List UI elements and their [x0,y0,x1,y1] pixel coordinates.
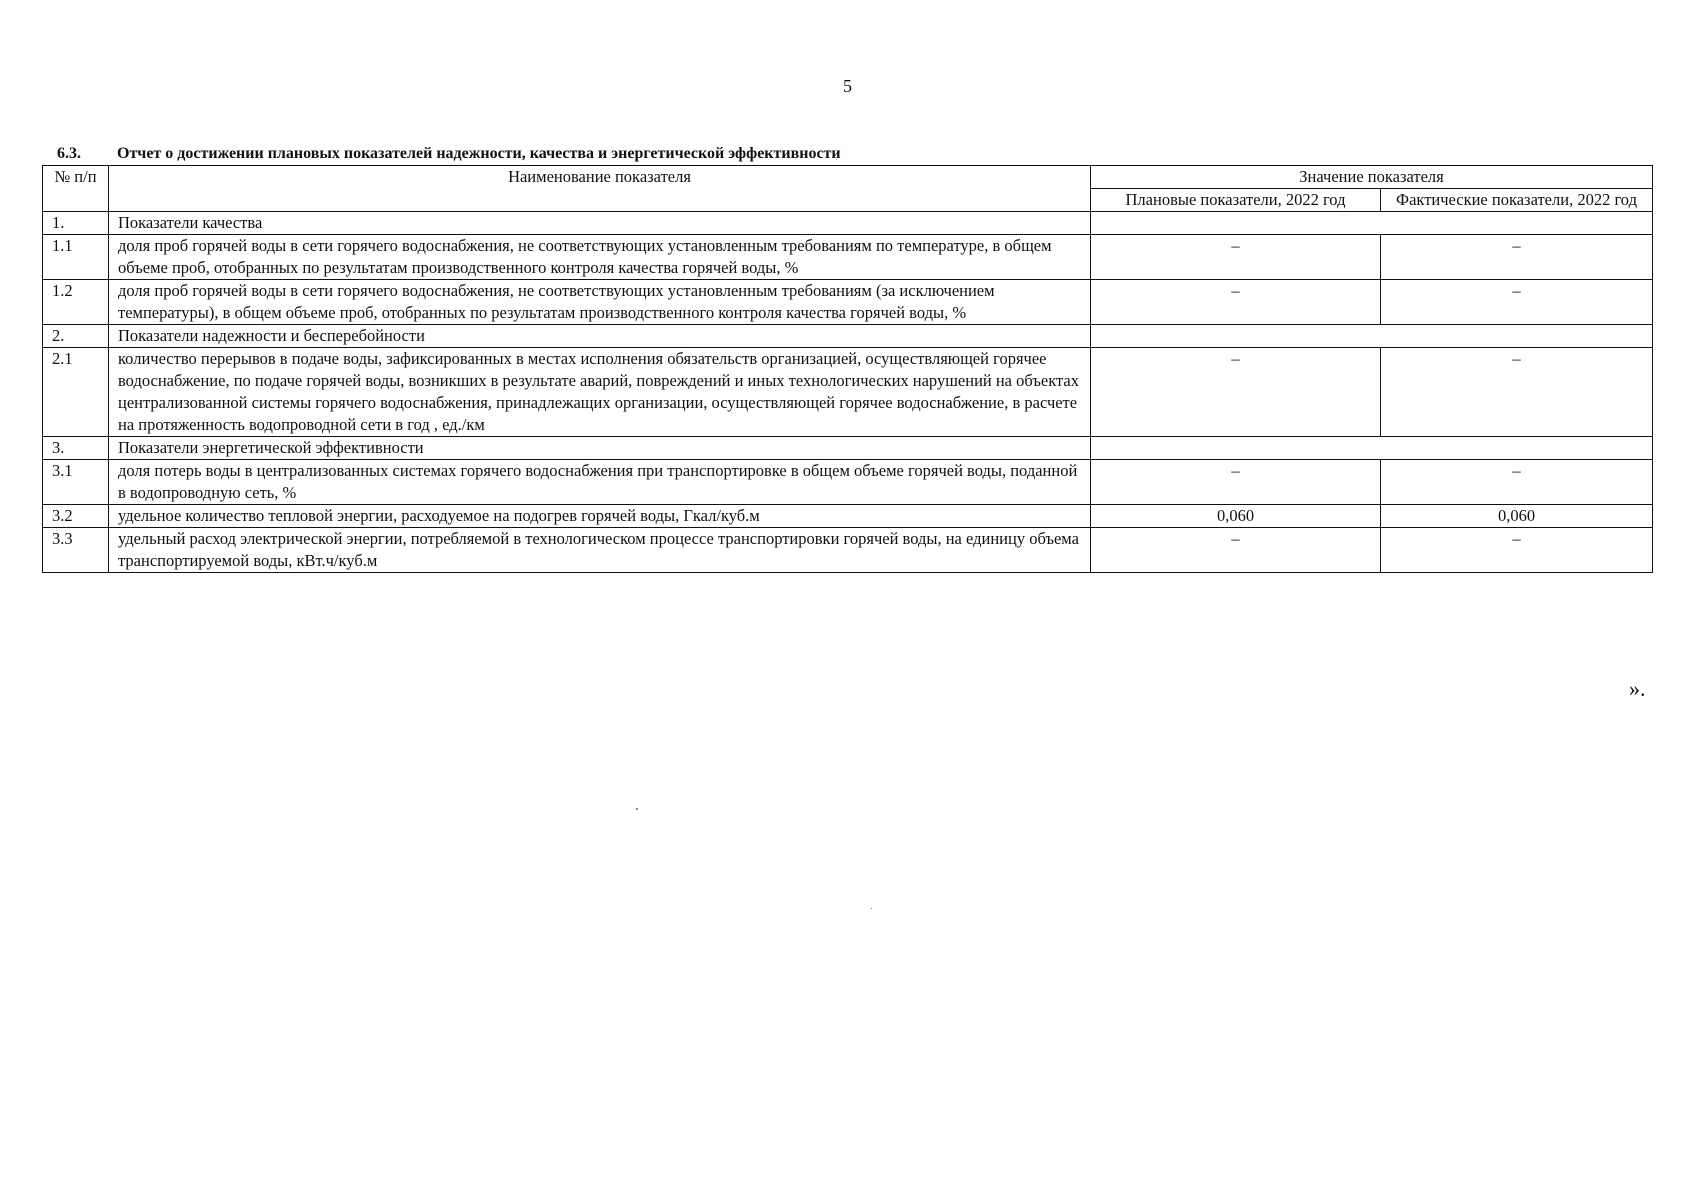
section-number: 6.3. [57,145,81,162]
header-num: № п/п [43,166,109,212]
section-title: Отчет о достижении плановых показателей надежности, качества и энергетической эффективности [117,145,841,162]
row-fact: – [1381,460,1653,505]
row-plan: – [1091,280,1381,325]
row-value-empty [1091,325,1653,348]
table-row [43,528,1653,573]
table-row [43,212,1653,235]
row-name: количество перерывов в подаче воды, зафиксированных в местах исполнения обязательств организацией, осуществляющей горячее водоснабжение, по подаче горячей воды, возникших в результате аварий, повреждений и иных технологических нарушений на объектах централизованной системы горячего водоснабжения, принадлежащих организации, осуществляющей горячее водоснабжение, в расчете на протяженность водопроводной сети в год , ед./км [109,348,1091,437]
section-heading [57,145,841,163]
row-num: 3.1 [43,460,109,505]
row-plan: 0,060 [1091,505,1381,528]
page-number: 5 [843,76,852,96]
row-name: удельное количество тепловой энергии, расходуемое на подогрев горячей воды, Гкал/куб.м [109,505,1091,528]
row-num: 1.1 [43,235,109,280]
row-name: доля проб горячей воды в сети горячего водоснабжения, не соответствующих установленным требованиям (за исключением температуры), в общем объеме проб, отобранных по результатам производственного контроля качества горячей воды, % [109,280,1091,325]
row-name: удельный расход электрической энергии, потребляемой в технологическом процессе транспортировки горячей воды, на единицу объема транспортируемой воды, кВт.ч/куб.м [109,528,1091,573]
row-fact: – [1381,235,1653,280]
row-name: доля потерь воды в централизованных системах горячего водоснабжения при транспортировке в общем объеме горячей воды, поданной в водопроводную сеть, % [109,460,1091,505]
row-num: 1.2 [43,280,109,325]
row-fact: 0,060 [1381,505,1653,528]
row-value-empty [1091,212,1653,235]
scan-speck [871,908,872,909]
header-fact: Фактические показатели, 2022 год [1381,189,1653,212]
row-plan: – [1091,460,1381,505]
row-value-empty [1091,437,1653,460]
row-plan: – [1091,348,1381,437]
table-row [43,460,1653,505]
table-row [43,325,1653,348]
row-name: Показатели энергетической эффективности [109,437,1091,460]
row-num: 2.1 [43,348,109,437]
row-num: 3.2 [43,505,109,528]
row-num: 2. [43,325,109,348]
table-row [43,280,1653,325]
table-row [43,437,1653,460]
row-fact: – [1381,528,1653,573]
row-fact: – [1381,280,1653,325]
table-row [43,348,1653,437]
scan-speck [636,808,638,810]
row-num: 3.3 [43,528,109,573]
row-name: Показатели надежности и бесперебойности [109,325,1091,348]
row-num: 3. [43,437,109,460]
table-header-row [43,166,1653,189]
header-plan: Плановые показатели, 2022 год [1091,189,1381,212]
table-row [43,505,1653,528]
closing-quote-mark: ». [1629,676,1646,701]
row-plan: – [1091,528,1381,573]
row-name: доля проб горячей воды в сети горячего водоснабжения, не соответствующих установленным требованиям по температуре, в общем объеме проб, отобранных по результатам производственного контроля качества горячей воды, % [109,235,1091,280]
indicators-table [42,165,1653,573]
row-fact: – [1381,348,1653,437]
row-plan: – [1091,235,1381,280]
header-value-group: Значение показателя [1091,166,1653,189]
table-row [43,235,1653,280]
header-name: Наименование показателя [109,166,1091,212]
row-name: Показатели качества [109,212,1091,235]
row-num: 1. [43,212,109,235]
